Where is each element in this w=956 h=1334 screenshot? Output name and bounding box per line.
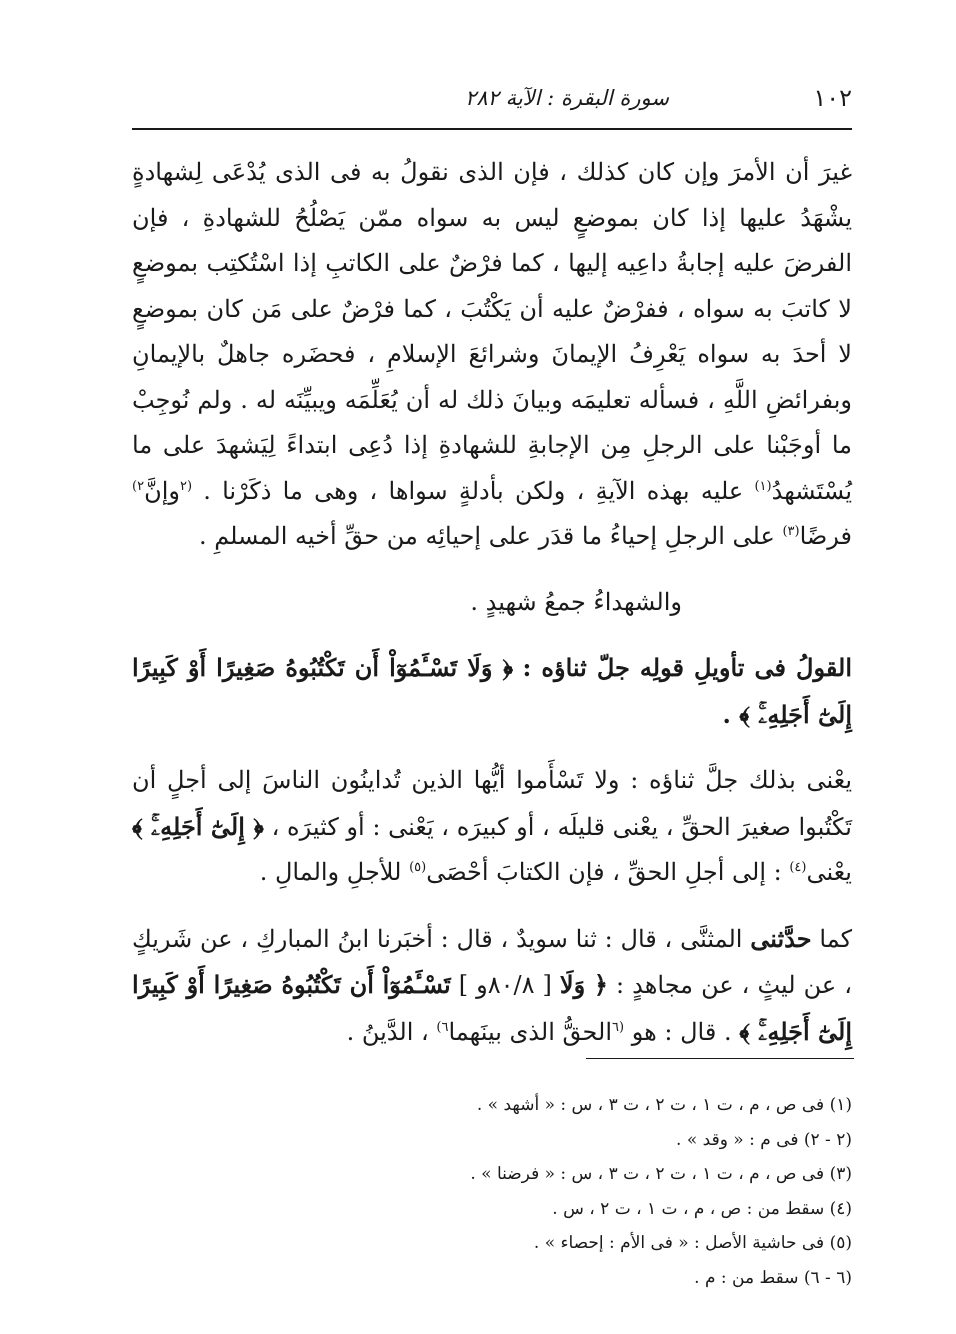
quran-verse-part-1: ﴿ وَلَا — [559, 970, 608, 999]
footnote-1: (١) فى ص ، م ، ت ١ ، ت ٢ ، ت ٣ ، س : « أشهد » . — [476, 1095, 852, 1115]
paragraph-2 — [132, 580, 852, 626]
manuscript-ref: [ ٨٠/٨و ] — [458, 971, 552, 999]
paragraph-5-text-c: . قال : هو — [631, 1017, 732, 1046]
quran-verse-inline: ﴿ إِلَىٰٓ أَجَلِهِۦۚ ﴾ — [132, 811, 264, 841]
footnote-6: (٦ - ٦) سقط من : م . — [694, 1267, 852, 1288]
footnote-ref-1: (١) — [754, 478, 772, 494]
paragraph-2-text: والشهداءُ جمعُ شهيدٍ . — [470, 587, 682, 616]
header-rule — [132, 128, 852, 130]
page-number: ١٠٢ — [813, 84, 852, 112]
paragraph-1-continuation: عليه بهذه الآيةِ ، ولكن بأدلةٍ سواها ، وهى ما ذكَرْنا . — [203, 476, 744, 505]
paragraph-4-text-c: : إلى أجلِ الحقِّ ، فإن الكتابَ أحْصَى — [426, 858, 782, 886]
main-text — [132, 150, 852, 1055]
paragraph-5-text-d: الحقُّ الذى بينَهما — [448, 1017, 612, 1046]
footnote-ref-2-close: ٢) — [132, 478, 145, 494]
footnote-3: (٣) فى ص ، م ، ت ١ ، ت ٢ ، ت ٣ ، س : « فرضنا » . — [470, 1164, 852, 1184]
paragraph-4 — [132, 758, 852, 896]
quran-verse-part-2: تَسْـَٔمُوٓاْ أَن تَكْتُبُوهُ صَغِيرًا أَوْ كَبِيرًا إِلَىٰٓ أَجَلِهِۦۚ ﴾ — [132, 970, 852, 1046]
paragraph-5 — [132, 916, 852, 1056]
paragraph-1-wa: وإنَّ — [144, 476, 180, 505]
footnote-ref-6-open: (٦ — [612, 1019, 625, 1035]
paragraph-4-text-a: يعْنى بذلك جلَّ ثناؤه : ولا تَسْأَموا أيُّها الذين تُداينُون الناسَ إلى أجلٍ أن تَكْتُبوا صغيرَ الحقِّ ، يعْنى قليلَه ، أو كبيرَه ، يَعْنى : أو كثيرَه ، — [132, 766, 852, 841]
haddathani: حدَّثنى — [750, 923, 812, 953]
tafsir-heading: القولُ فى تأويلِ قولِه جلّ ثناؤه : — [522, 653, 852, 682]
paragraph-5-text-e: ، الدَّينُ . — [346, 1017, 429, 1046]
paragraph-1-end: على الرجلِ إحياءُ ما قدَر على إحيائِه من حقِّ أخيه المسلمِ . — [198, 522, 775, 550]
footnote-ref-5: (٥) — [409, 860, 427, 875]
paragraph-3-heading — [132, 645, 852, 738]
page-header — [132, 82, 852, 124]
paragraph-5-text-a: كما — [819, 924, 853, 953]
paragraph-4-text-b: يعْنى — [806, 858, 852, 886]
paragraph-1-fard: فرضًا — [799, 522, 852, 550]
footnotes — [132, 1088, 852, 1295]
footnote-ref-4: (٤) — [789, 860, 807, 875]
paragraph-4-text-d: للأجلِ والمالِ . — [259, 858, 402, 886]
paragraph-1 — [132, 150, 852, 560]
footnote-divider — [586, 1058, 854, 1059]
footnote-ref-2-open: (٢ — [179, 478, 193, 494]
paragraph-5-text-b: المثنَّى ، قال : ثنا سويدٌ ، قال : أخبَرنا ابنُ المباركِ ، عن شَريكٍ ، عن ليثٍ ، عن مجاهدٍ : — [132, 924, 852, 999]
paragraph-1-text: غيرَ أن الأمرَ وإن كان كذلك ، فإن الذى نقولُ به فى الذى يُدْعَى لِشهادةٍ يشْهَدُ عليها إذا كان بموضعٍ ليس به سواه ممّن يَصْلُحُ للشهادةِ ، فإن الفرضَ عليه إجابةُ داعِيه إليها ، كما فرْضٌ على الكاتبِ إذا اسْتُكتِب بموضعٍ لا كاتبَ به سواه ، ففرْضٌ عليه أن يَكْتُبَ ، كما فرْضٌ على مَن كان بموضعٍ لا أحدَ به سواه يَعْرِفُ الإيمانَ وشرائعَ الإسلامِ ، فحضَره جاهلٌ بالإيمانِ وبفرائضِ اللَّهِ ، فسأله تعليمَه وبيانَ ذلك له أن يُعَلِّمَه ويبيِّنَه له . ولم نُوجِبْ ما أوجَبْنا على الرجلِ مِن الإجابةِ للشهادةِ إذا دُعِى ابتداءً لِيَشهدَ على ما يُسْتَشهدُ — [132, 158, 852, 505]
footnote-5: (٥) فى حاشية الأصل : « فى الأم : إحصاء » . — [533, 1233, 852, 1253]
footnote-ref-6-close: ٦) — [436, 1019, 449, 1035]
running-head: سورة البقرة : الآية ٢٨٢ — [465, 86, 669, 110]
footnote-4: (٤) سقط من : ص ، م ، ت ١ ، ت ٢ ، س . — [552, 1198, 852, 1219]
footnote-ref-3: (٣) — [782, 524, 800, 539]
quran-verse: ﴿ وَلَا تَسْـَٔمُوٓاْ أَن تَكْتُبُوهُ صَغِيرًا أَوْ كَبِيرًا إِلَىٰٓ أَجَلِهِۦۚ ﴾ . — [132, 653, 852, 729]
footnote-2: (٢ - ٢) فى م : « وقد » . — [676, 1129, 852, 1150]
